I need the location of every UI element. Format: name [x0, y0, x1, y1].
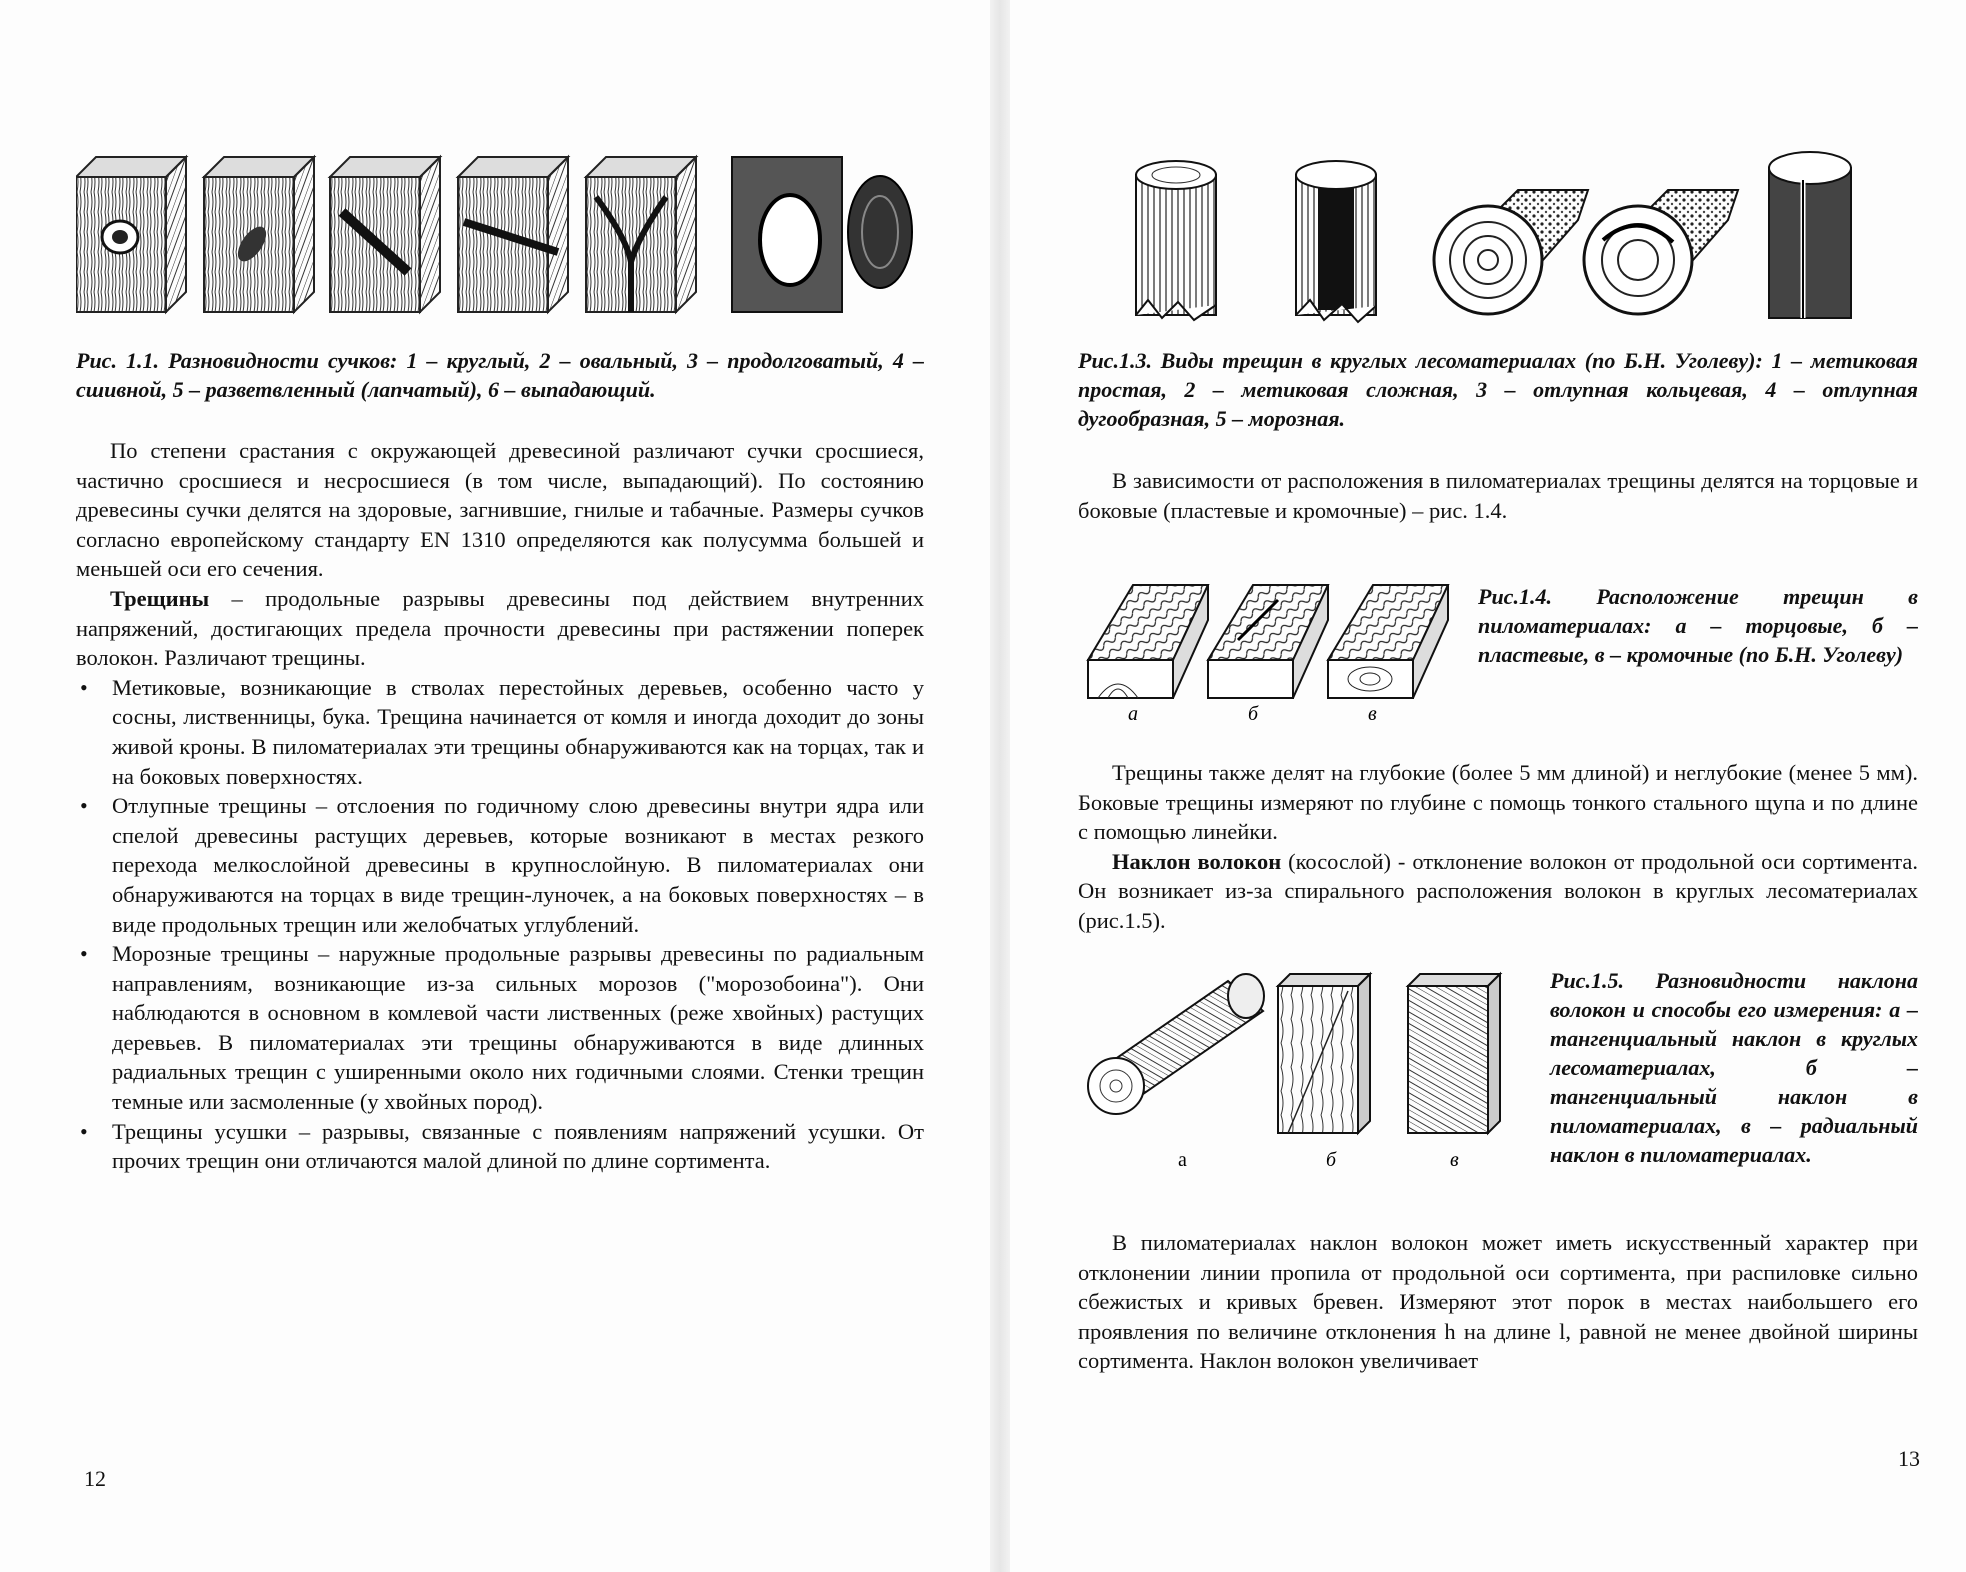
right-paragraph-1-block	[1078, 466, 1918, 525]
board-tangential-slope	[1278, 974, 1370, 1133]
grain-definition	[1078, 847, 1918, 936]
board-face-cracks	[1208, 585, 1328, 698]
board-end-cracks	[1088, 585, 1208, 698]
figure-1-3-round-timber-cracks	[1128, 150, 1868, 330]
figure-1-1-caption: Рис. 1.1. Разновидности сучков: 1 – круглый, 2 – овальный, 3 – продолговатый, 4 – сшивной, 5 – разветвленный (лапчатый), 6 – выпадающий.	[76, 348, 924, 402]
right-paragraph-2: Трещины также делят на глубокие (более 5 мм длиной) и неглубокие (менее 5 мм). Боковые трещины измеряют по глубине с помощь тонкого стального щупа и по длине с помощью линейки.	[1078, 760, 1918, 845]
fig-1-5-label-a: а	[1178, 1149, 1187, 1171]
knot-oval-block	[204, 157, 314, 312]
right-paragraph-3: В пиломатериалах наклон волокон может иметь искусственный характер при отклонении линии пропила от продольной оси сортимента, при распиловке сильно сбежистых и кривых бревен. Измеряют этот порок в местах наибольшего его проявления по величине отклонения h на длине l, равной не менее двойной ширины сортимента. Наклон волокон увеличивает	[1078, 1230, 1918, 1374]
list-item: • Морозные трещины – наружные продольные разрывы древесины по радиальным направлениям, возникающие из-за сильных морозов ("морозобоина"). Они наблюдаются в основном в комлевой части лиственных (реже хвойных) растущих деревьев. В пиломатериалах эти трещины обнаруживаются в виде длинных радиальных трещин с уширенными около них годичными слоями. Стенки трещин темные или засмоленные (у хвойных пород).	[76, 939, 924, 1117]
page-number-right: 13	[1898, 1446, 1920, 1471]
knot-falling-out-block	[732, 157, 912, 312]
figure-1-4-sawn-timber-cracks	[1078, 560, 1458, 725]
cracks-term: Трещины	[110, 585, 210, 611]
knot-round-block	[76, 157, 186, 312]
page-number-left: 12	[84, 1466, 106, 1491]
list-item: • Отлупные трещины – отслоения по годичному слою древесины внутри ядра или спелой древесины растущих деревьев, которые возникают в местах резкого перехода мелкослойной древесины в крупнослойную. В пиломатериалах они обнаруживаются на торцах в виде трещин-луночек, а на боковых поверхностях – в виде продольных трещин или желобчатых углублений.	[76, 791, 924, 939]
board-radial-slope	[1408, 974, 1500, 1133]
figure-1-5-grain-slope	[1078, 966, 1518, 1176]
fig-1-5-label-b: б	[1326, 1149, 1337, 1171]
right-page	[1010, 0, 1966, 1572]
grain-term: Наклон волокон	[1112, 848, 1282, 874]
figure-1-3-caption: Рис.1.3. Виды трещин в круглых лесоматериалах (по Б.Н. Уголеву): 1 – метиковая простая, 2 – метиковая сложная, 3 – отлупная кольцевая, 4 – отлупная дугообразная, 5 – морозная.	[1078, 348, 1918, 431]
crack-frost	[1769, 152, 1851, 318]
grain-def: (косослой) - отклонение волокон от продольной оси сортимента. Он возникает из-за спирального расположения волокон в круглых лесоматериалах (рис.1.5).	[1078, 848, 1918, 933]
list-item: • Метиковые, возникающие в стволах перестойных деревьев, особенно часто у сосны, лиственницы, бука. Трещина начинается от комля и иногда доходит до зоны живой кроны. В пиломатериалах эти трещины обнаруживаются как на торцах, так и на боковых поверхностях.	[76, 673, 924, 791]
left-body-text	[76, 436, 924, 1176]
right-body-text-2	[1078, 758, 1918, 936]
fig-1-5-label-c: в	[1450, 1149, 1459, 1171]
knot-branched-block	[586, 157, 696, 312]
log-tangential-slope	[1088, 974, 1264, 1114]
left-paragraph-1: По степени срастания с окружающей древесиной различают сучки сросшиеся, частично сросшиеся и несросшиеся (в том числе, выпадающий). По состоянию древесины сучки делятся на здоровые, загнившие, гнилые и табачные. Размеры сучков согласно европейскому стандарту EN 1310 определяются как полусумма большей и меньшей оси его сечения.	[76, 438, 924, 582]
figure-1-1-knot-types	[76, 152, 916, 320]
crack-metik-simple	[1136, 161, 1216, 320]
knot-elongated-block	[330, 157, 440, 312]
figure-1-5-caption: Рис.1.5. Разновидности наклона волокон и способы его измерения: а – тангенциальный наклон в круглых лесоматериалах, б – тангенциальный наклон в пиломатериалах, в – радиальный наклон в пиломатериалах.	[1550, 968, 1918, 1167]
crack-arc-shake	[1584, 190, 1738, 314]
crack-types-list	[76, 673, 924, 1176]
cracks-definition	[76, 584, 924, 673]
figure-1-4-caption: Рис.1.4. Расположение трещин в пиломатериалах: а – торцовые, б – пластевые, в – кромочные (по Б.Н. Уголеву)	[1478, 584, 1918, 667]
right-body-text-3	[1078, 1228, 1918, 1376]
board-edge-cracks	[1328, 585, 1448, 698]
knot-splay-block	[458, 157, 568, 312]
book-gutter	[988, 0, 1012, 1572]
list-item: • Трещины усушки – разрывы, связанные с появлениям напряжений усушки. От прочих трещин они отличаются малой длиной по длине сортимента.	[76, 1117, 924, 1176]
fig-1-4-label-a: а	[1128, 703, 1138, 725]
crack-ring-shake	[1434, 190, 1588, 314]
fig-1-4-label-b: б	[1248, 703, 1259, 725]
fig-1-4-label-c: в	[1368, 703, 1377, 725]
right-paragraph-1: В зависимости от расположения в пиломатериалах трещины делятся на торцовые и боковые (пластевые и кромочные) – рис. 1.4.	[1078, 468, 1918, 523]
crack-metik-complex	[1296, 161, 1376, 322]
cracks-def: – продольные разрывы древесины под действием внутренних напряжений, достигающих предела прочности древесины при растяжении поперек волокон. Различают трещины.	[76, 585, 924, 671]
